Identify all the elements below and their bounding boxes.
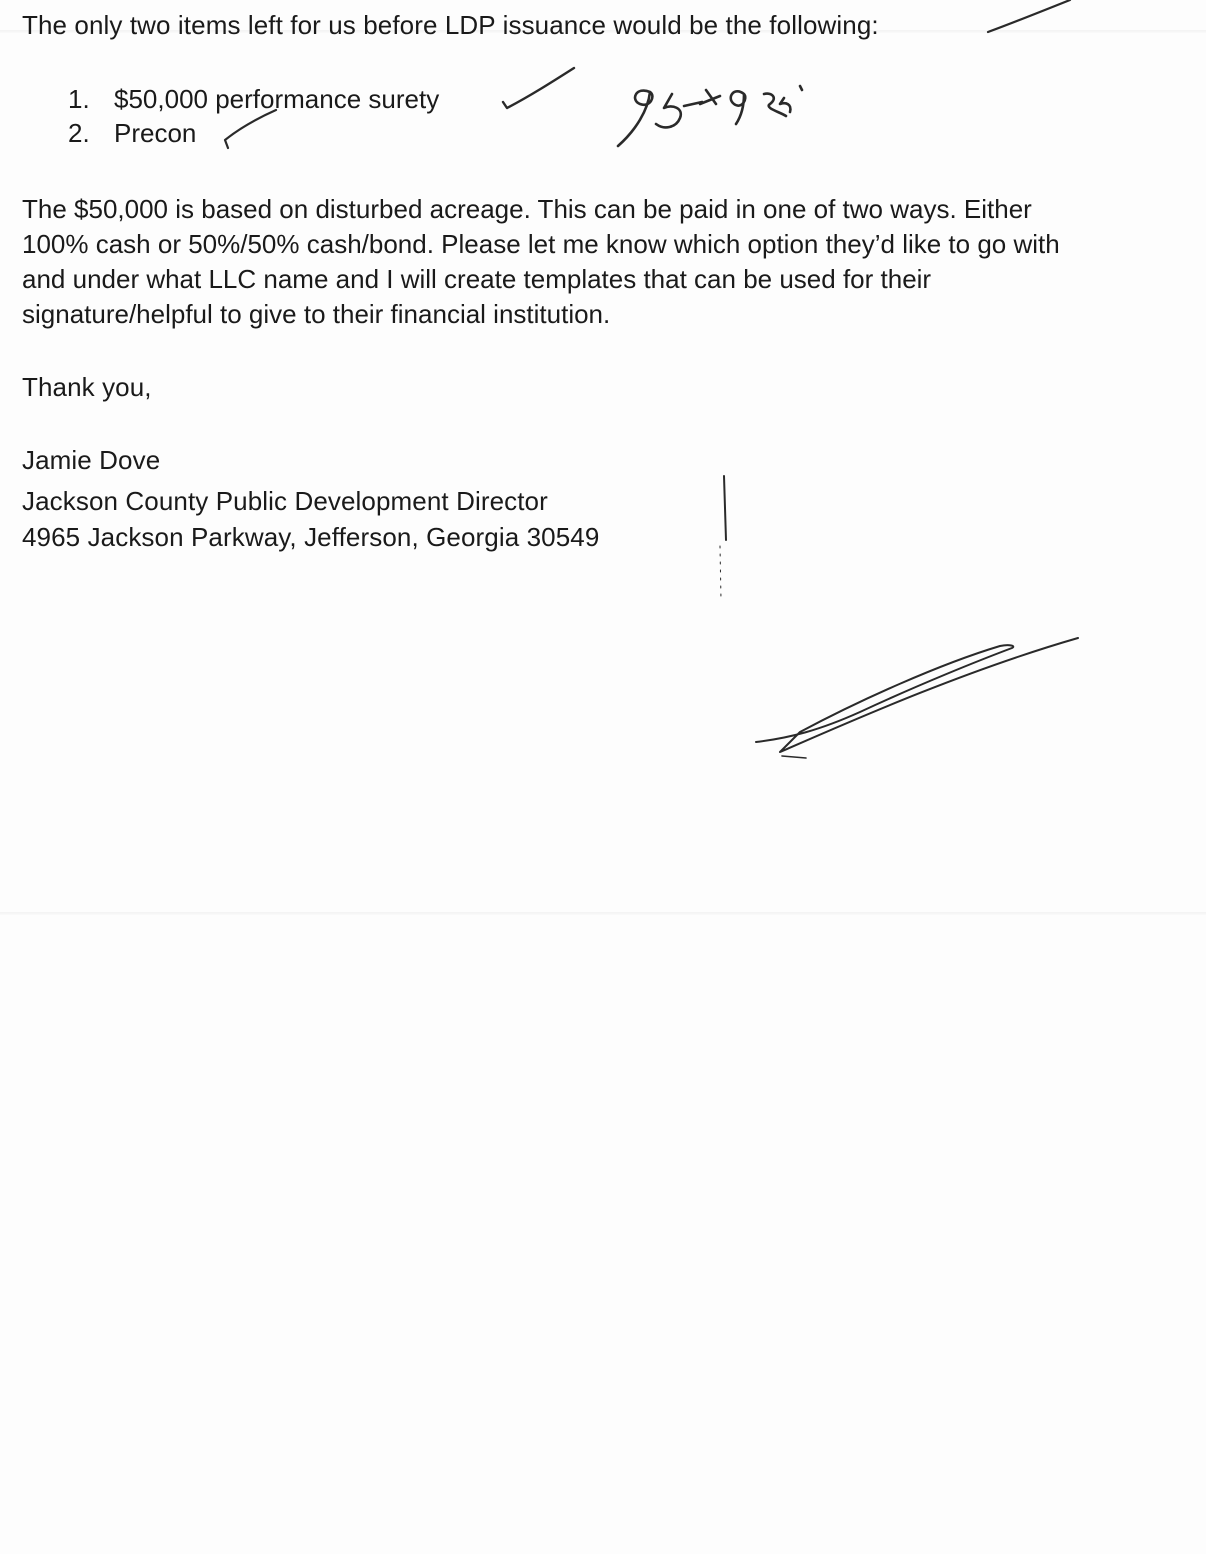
signature-name: Jamie Dove <box>22 445 161 475</box>
signature-address: 4965 Jackson Parkway, Jefferson, Georgia 30549 <box>22 522 600 552</box>
body-paragraph <box>22 192 1192 332</box>
intro-line: The only two items left for us before LDP issuance would be the following: <box>22 10 879 40</box>
handwritten-date <box>618 86 802 146</box>
margin-line-faint <box>720 546 721 600</box>
body-line: signature/helpful to give to their financial institution. <box>22 299 611 329</box>
body-line: 100% cash or 50%/50% cash/bond. Please let me know which option they’d like to go with <box>22 229 1060 259</box>
body-line: and under what LLC name and I will create templates that can be used for their <box>22 264 932 294</box>
closing: Thank you, <box>22 372 152 402</box>
list-item-text: $50,000 performance surety <box>114 84 440 114</box>
margin-line <box>724 476 726 540</box>
list-item <box>68 116 196 150</box>
signature-title: Jackson County Public Development Director <box>22 486 548 516</box>
list-item <box>68 82 439 116</box>
body-line: The $50,000 is based on disturbed acreage. This can be paid in one of two ways. Either <box>22 194 1032 224</box>
list-item-text: Precon <box>114 118 197 148</box>
initial-stroke-tail <box>782 756 806 758</box>
list-item-number: 2. <box>68 118 90 148</box>
checkmark-item-1 <box>503 68 574 108</box>
initial-stroke <box>756 638 1078 752</box>
checkmark-intro <box>988 0 1070 32</box>
list-item-number: 1. <box>68 84 90 114</box>
scan-fold-line <box>0 912 1206 915</box>
